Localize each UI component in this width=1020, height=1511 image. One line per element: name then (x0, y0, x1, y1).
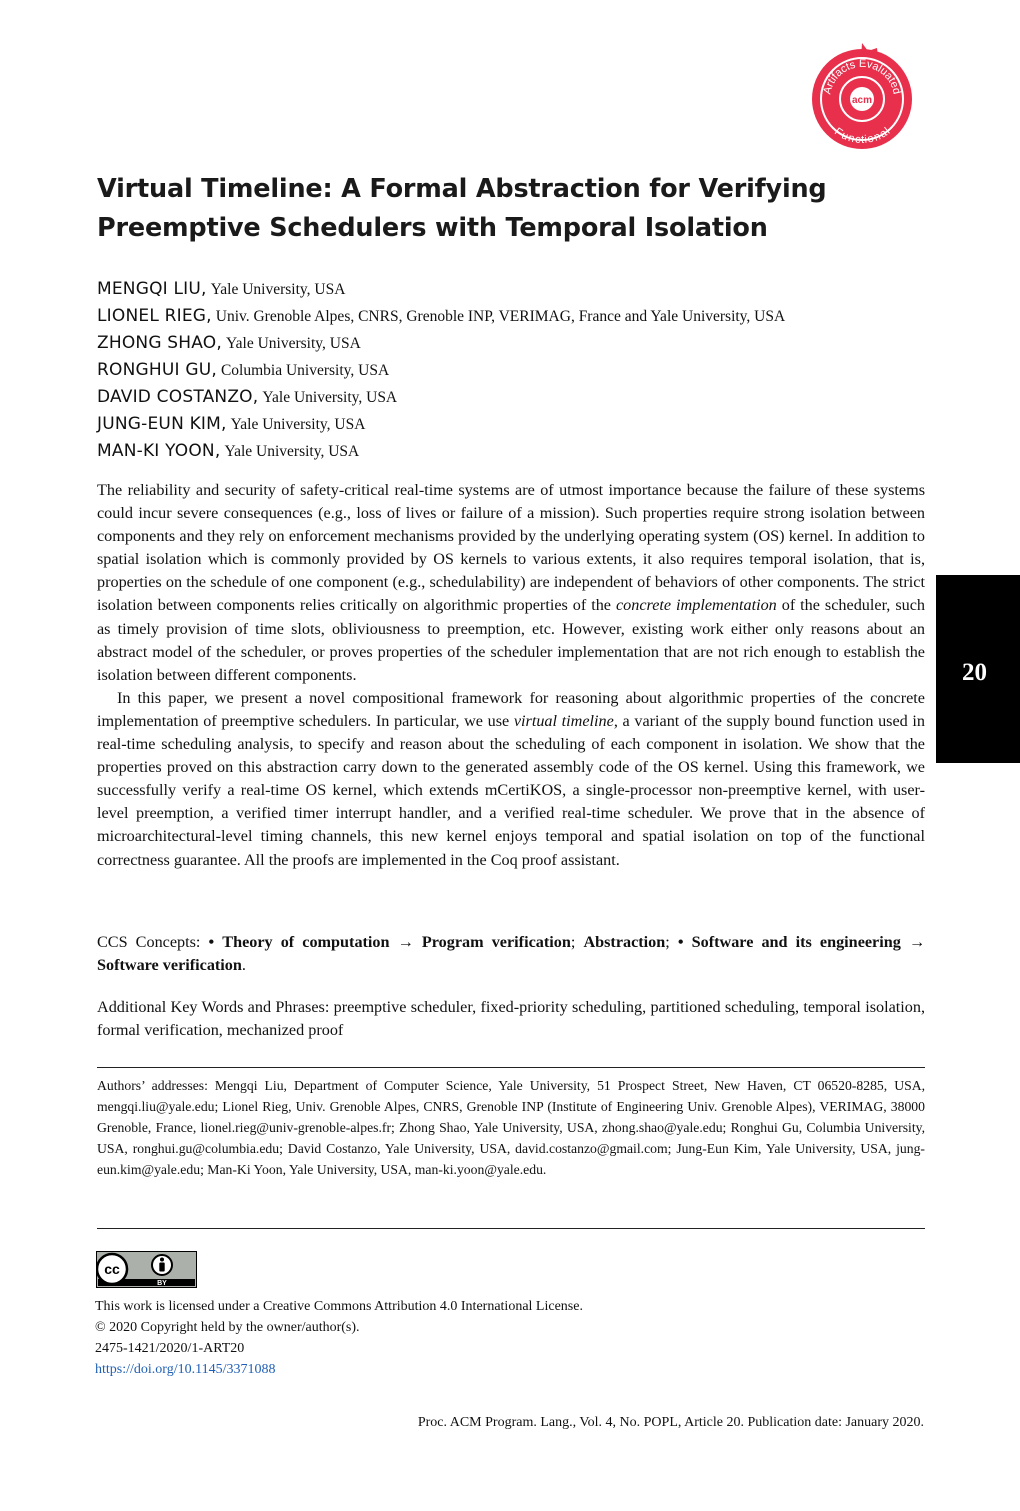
author-entry (97, 411, 937, 438)
copyright-line: © 2020 Copyright held by the owner/author(s). (95, 1320, 360, 1335)
author-name: DAVID COSTANZO, (97, 387, 259, 407)
ccs-item: Abstraction (583, 933, 666, 951)
cc-text: cc (104, 1261, 120, 1277)
author-name: ZHONG SHAO, (97, 333, 222, 353)
artifacts-evaluated-badge (806, 43, 918, 155)
author-entry (97, 384, 937, 411)
license-block (95, 1296, 923, 1380)
author-affiliation: Univ. Grenoble Alpes, CNRS, Grenoble INP, VERIMAG, France and Yale University, USA (215, 308, 786, 325)
badge-bottom-text: Functional (832, 125, 893, 147)
author-entry (97, 330, 937, 357)
author-name: RONGHUI GU, (97, 360, 217, 380)
article-number: 20 (962, 659, 987, 686)
author-affiliation: Yale University, USA (224, 443, 360, 460)
ccs-item: Software and its engineering (691, 933, 901, 951)
author-entry (97, 276, 937, 303)
divider (97, 1228, 925, 1229)
author-entry (97, 357, 937, 384)
emphasis-concrete-implementation: concrete implementation (615, 596, 777, 615)
author-name: MAN-KI YOON, (97, 441, 221, 461)
keywords: Additional Key Words and Phrases: preemptive scheduler, fixed-priority scheduling, partitioned scheduling, temporal isolation, formal verification, mechanized proof (97, 998, 925, 1040)
ccs-concepts: CCS Concepts: • Theory of computation → Program verification; Abstraction; • Software and its engineering → Software verification. (97, 933, 926, 975)
badge-acm-text: acm (851, 95, 873, 106)
author-affiliation: Yale University, USA (210, 281, 346, 298)
author-entry (97, 438, 937, 465)
article-id: 2475-1421/2020/1-ART20 (95, 1341, 245, 1356)
article-number-tab (936, 575, 1020, 763)
emphasis-virtual-timeline: virtual timeline (513, 711, 614, 730)
author-name: JUNG-EUN KIM, (97, 414, 227, 434)
badge-top-text: Artifacts Evaluated (821, 57, 903, 96)
publication-footer: Proc. ACM Program. Lang., Vol. 4, No. POPL, Article 20. Publication date: January 2020. (417, 1415, 924, 1430)
author-addresses: Authors’ addresses: Mengqi Liu, Department of Computer Science, Yale University, 51 Prospect Street, New Haven, CT 06520-8285, USA, mengqi.liu@yale.edu; Lionel Rieg, Univ. Grenoble Alpes, CNRS, Grenoble INP (Institute of Engineering Univ. Grenoble Alpes), VERIMAG, 38000 Grenoble, France, lionel.rieg@univ-grenoble-alpes.fr; Zhong Shao, Yale University, USA, zhong.shao@yale.edu; Ronghui Gu, Columbia University, USA, ronghui.gu@columbia.edu; David Costanzo, Yale University, USA, david.costanzo@gmail.com; Jung-Eun Kim, Yale University, USA, jung-eun.kim@yale.edu; Man-Ki Yoon, Yale University, USA, man-ki.yoon@yale.edu. (97, 1078, 925, 1177)
ccs-label: CCS Concepts: (97, 933, 201, 951)
abstract-paragraph-1: The reliability and security of safety-critical real-time systems are of utmost importance because the failure of these systems could incur severe consequences (e.g., loss of lives or failure of a mission). Such properties require strong isolation between components and they rely on enforcement mechanisms provided by the underlying operating system (OS) kernel. In addition to spatial isolation which is commonly provided by OS kernels to various extents, it also requires temporal isolation, that is, properties on the schedule of one component (e.g., schedulability) are independent of behaviors of other components. The strict isolation between components relies critically on algorithmic properties of the concrete implementation of the scheduler, such as timely provision of time slots, obliviousness to preemption, etc. However, existing work either only reasons about an abstract model of the scheduler, or proves properties of the scheduler implementation that are not rich enough to establish the isolation between different components. (97, 481, 925, 684)
author-affiliation: Columbia University, USA (220, 362, 390, 379)
license-statement: This work is licensed under a Creative Commons Attribution 4.0 International License. (95, 1299, 583, 1314)
paper-title: Virtual Timeline: A Formal Abstraction for Verifying Preemptive Schedulers with Temporal Isolation (97, 174, 827, 243)
author-entry (97, 303, 937, 330)
author-name: MENGQI LIU, (97, 279, 207, 299)
ccs-item: Theory of computation (222, 933, 390, 951)
by-text: BY (157, 1280, 167, 1287)
abstract-paragraph-2: In this paper, we present a novel compositional framework for reasoning about algorithmic properties of the concrete implementation of preemptive schedulers. In particular, we use virtual timeline, a variant of the supply bound function used in real-time scheduling analysis, to specify and reason about the scheduling of each component in isolation. We show that the properties proved on this abstraction carry down to the generated assembly code of the OS kernel. Using this framework, we successfully verify a real-time OS kernel, which extends mCertiKOS, a single-processor non-preemptive kernel, with user-level preemption, a verified timer interrupt handler, and a verified real-time scheduler. We prove that in the absence of microarchitectural-level timing channels, this new kernel enjoys temporal and spatial isolation on top of the functional correctness guarantee. All the proofs are implemented in the Coq proof assistant. (97, 688, 925, 869)
ccs-item: Software verification (97, 956, 242, 975)
cc-by-license-icon (96, 1251, 197, 1288)
ccs-item: Program verification (421, 933, 571, 951)
author-list (97, 276, 937, 465)
author-affiliation: Yale University, USA (226, 335, 361, 352)
abstract (97, 479, 925, 872)
author-affiliation: Yale University, USA (230, 416, 366, 433)
author-name: LIONEL RIEG, (97, 306, 212, 326)
author-affiliation: Yale University, USA (262, 389, 398, 406)
divider (97, 1067, 925, 1068)
doi-link[interactable]: https://doi.org/10.1145/3371088 (95, 1362, 276, 1377)
